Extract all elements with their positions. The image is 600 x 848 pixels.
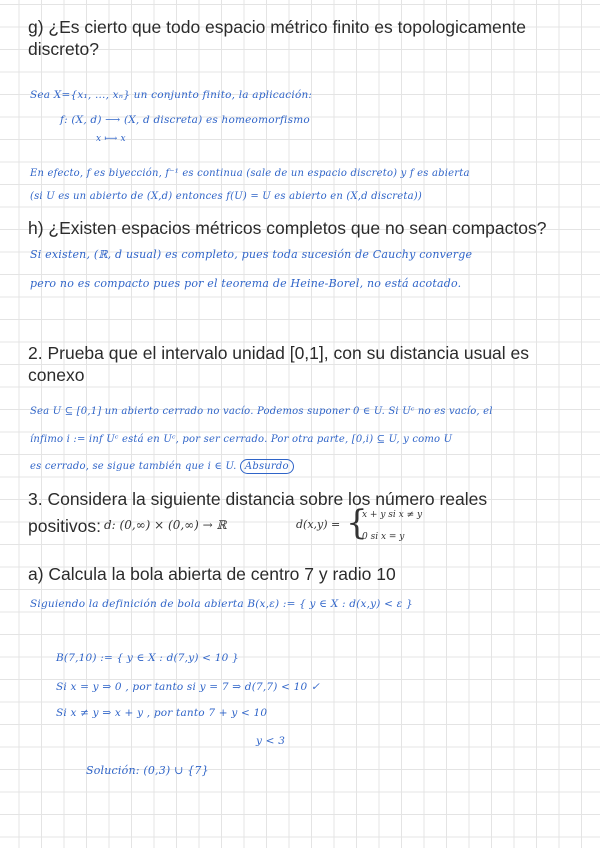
q2-answer-line-3-text: es cerrado, se sigue también que i ∈ U. — [30, 461, 237, 472]
q2-answer-line-2: ínfimo i := inf Uᶜ está en Uᶜ, por ser cerrado. Por otra parte, [0,i) ⊆ U, y como U — [30, 434, 453, 445]
distance-case-2: 0 si x = y — [362, 532, 405, 542]
g-answer-line-2: f: (X, d) ⟶ (X, d discreta) es homeomorfismo — [60, 114, 310, 126]
a-answer-line-4b: , por tanto 7 + y < 10 — [146, 707, 268, 719]
a-answer-line-2: B(7,10) := { y ∈ X : d(7,y) < 10 } — [56, 652, 239, 664]
h-answer-line-2: pero no es compacto pues por el teorema de Heine-Borel, no está acotado. — [30, 277, 462, 290]
a-answer-line-4a: Si x ≠ y ⇒ x + y — [56, 707, 144, 719]
question-3-title-line-2: positivos: — [28, 516, 101, 536]
question-h-title: h) ¿Existen espacios métricos completos que no sean compactos? — [28, 218, 547, 238]
a-answer-line-4 — [56, 707, 267, 719]
q2-answer-line-1: Sea U ⊆ [0,1] un abierto cerrado no vacío. Podemos suponer 0 ∈ U. Si Uᶜ no es vacío, el — [30, 406, 493, 417]
absurdo-box: Absurdo — [240, 459, 294, 474]
a-answer-line-5: y < 3 — [256, 735, 286, 747]
a-answer-line-3b: , por tanto si y = 7 ⇒ d(7,7) < 10 — [125, 681, 308, 693]
a-solution: Solución: (0,3) ∪ {7} — [86, 764, 209, 777]
part-a-title: a) Calcula la bola abierta de centro 7 y radio 10 — [28, 564, 396, 584]
cases-brace: { — [346, 503, 368, 543]
check-mark-icon: ✓ — [310, 681, 320, 693]
g-answer-line-1: Sea X={x₁, ..., xₙ} un conjunto finito, la aplicación: — [30, 89, 313, 101]
distance-case-1: x + y si x ≠ y — [362, 510, 423, 520]
h-answer-line-1: Si existen, (ℝ, d usual) es completo, pues toda sucesión de Cauchy converge — [30, 248, 473, 261]
a-answer-line-1: Siguiendo la definición de bola abierta B(x,ε) := { y ∈ X : d(x,y) < ε } — [30, 598, 413, 610]
g-answer-line-5: (si U es un abierto de (X,d) entonces f(U) = U es abierto en (X,d discreta)) — [30, 191, 422, 202]
q2-answer-line-3 — [30, 461, 294, 472]
g-answer-line-4: En efecto, f es biyección, f⁻¹ es continua (sale de un espacio discreto) y f es abierta — [30, 168, 470, 179]
distance-domain: d: (0,∞) × (0,∞) → ℝ — [104, 518, 227, 532]
a-answer-line-3a: Si x = y ⇒ 0 — [56, 681, 122, 693]
question-g-title: g) ¿Es cierto que todo espacio métrico finito es topologicamente discreto? — [28, 17, 527, 59]
distance-lhs: d(x,y) = — [296, 518, 341, 531]
g-answer-line-3: x ⟼ x — [96, 134, 126, 144]
question-2-title: 2. Prueba que el intervalo unidad [0,1], con su distancia usual es conexo — [28, 343, 530, 385]
question-3-title-line-1: 3. Considera la siguiente distancia sobre los número reales — [28, 489, 488, 509]
a-answer-line-3 — [56, 681, 320, 693]
